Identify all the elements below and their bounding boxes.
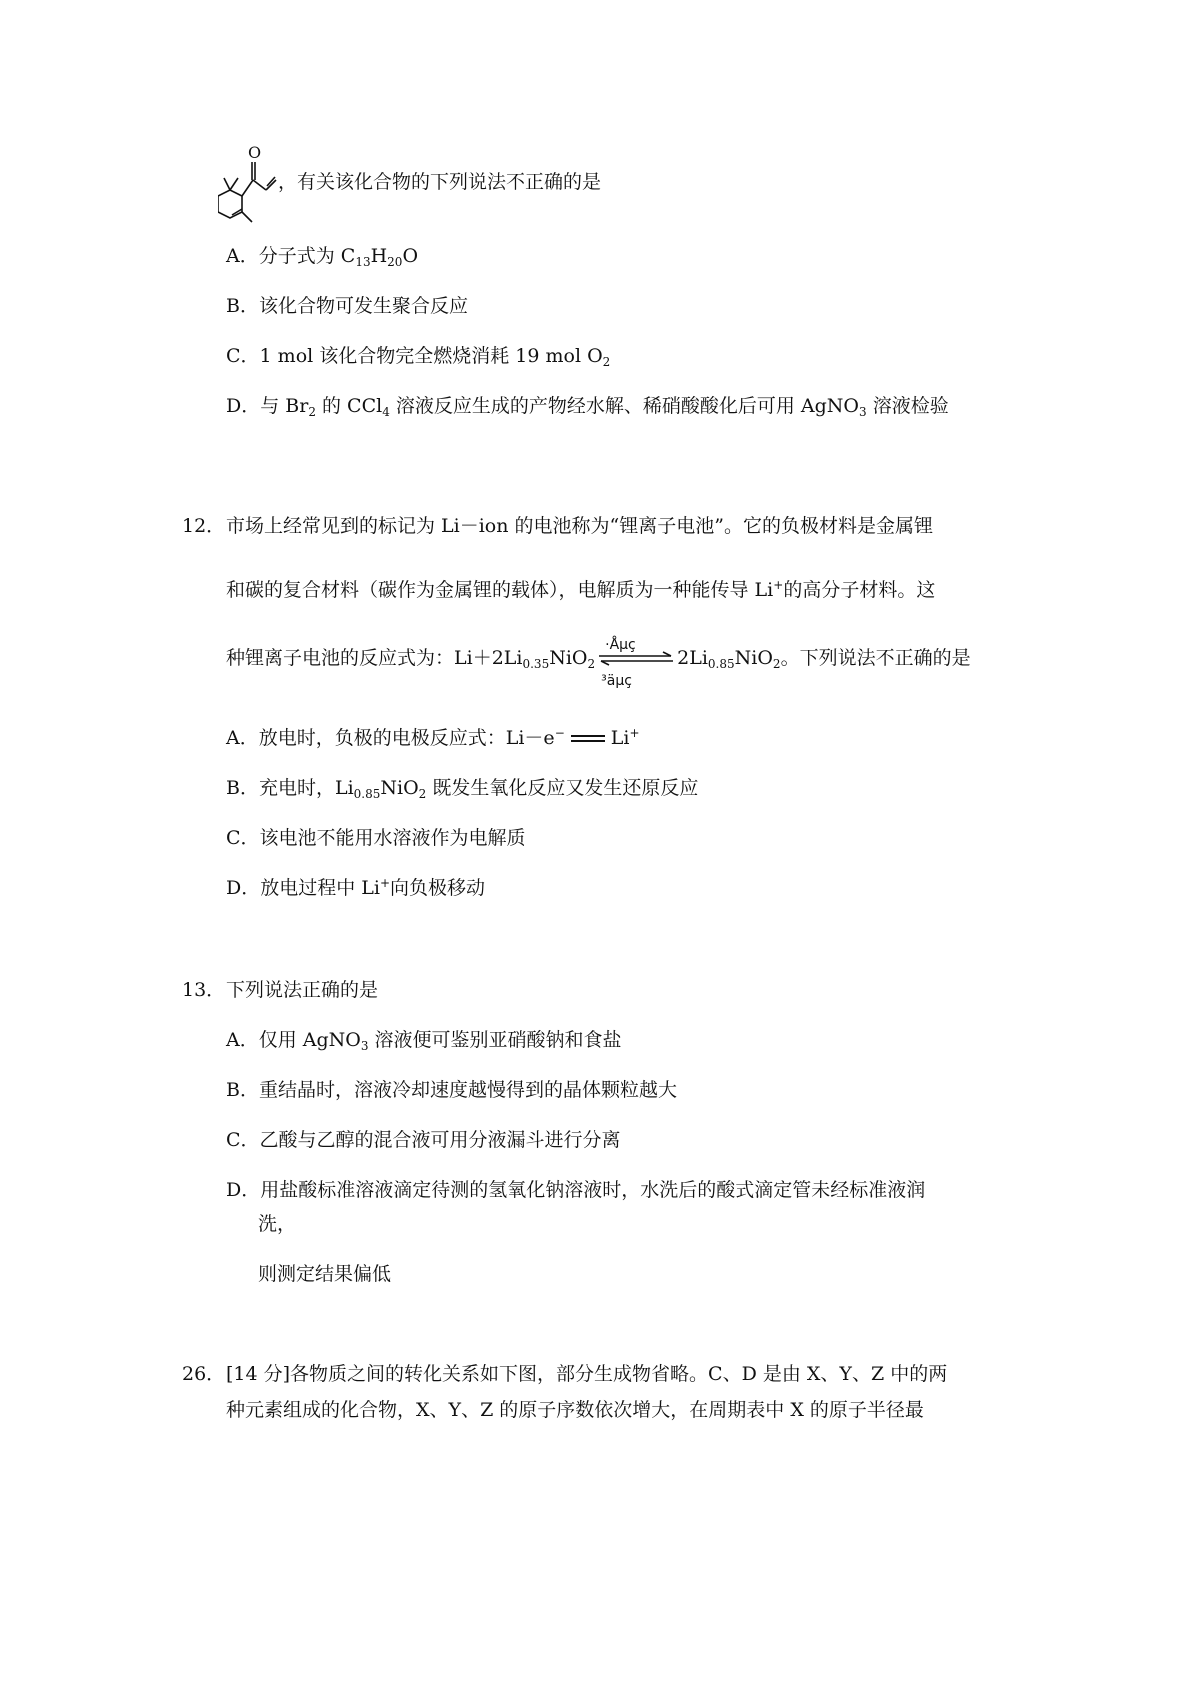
q12-number: 12． xyxy=(182,515,226,537)
q11-option-a: A．分子式为 $C_{13}H_{20}O$ xyxy=(226,245,419,269)
q12-line-2: 和碳的复合材料（碳作为金属锂的载体），电解质为一种能传导 Li+的高分子材料。这 xyxy=(226,578,936,601)
equals-sign-icon xyxy=(571,734,605,744)
q26-line-1: [14 分]各物质之间的转化关系如下图，部分生成物省略。C、D 是由 X、Y、Z 中的两 xyxy=(226,1363,948,1385)
arrow-bottom-label: ³äµç xyxy=(601,673,632,689)
methyl-bond-3 xyxy=(242,212,252,222)
q26-number: 26． xyxy=(182,1363,226,1385)
q13-option-c: C．乙酸与乙醇的混合液可用分液漏斗进行分离 xyxy=(226,1129,621,1151)
equilibrium-arrows-icon xyxy=(597,651,675,667)
methyl-bond-1 xyxy=(224,178,230,190)
q11-option-c: C．1 mol 该化合物完全燃烧消耗 19 mol $O_2$ xyxy=(226,345,611,369)
q12-option-b: B．充电时，$Li_{0.85}NiO_2$ 既发生氧化反应又发生还原反应 xyxy=(226,777,699,801)
q13-stem: 下列说法正确的是 xyxy=(226,979,379,1001)
q13-option-d-line-3: 则测定结果偏低 xyxy=(258,1263,392,1285)
q12-option-a: A．放电时，负极的电极反应式：Li－e− Li+ xyxy=(226,726,640,749)
q11-stem-tail: ，有关该化合物的下列说法不正确的是 xyxy=(278,171,602,193)
oxygen-label: O xyxy=(248,146,262,162)
q12-line-3: 种锂离子电池的反应式为：$Li+2Li_{0.35}NiO_2$ ·Åµç ³äµç $2Li_{0.85}NiO_2$。下列说法不正确的是 xyxy=(226,644,971,673)
q13-option-d-line-2: 洗， xyxy=(258,1213,297,1235)
reversible-arrow xyxy=(597,637,675,689)
q13-option-b: B．重结晶时，溶液冷却速度越慢得到的晶体颗粒越大 xyxy=(226,1079,677,1101)
q11-option-d: D．与 $Br_2$ 的 CCl$_4$ 溶液反应生成的产物经水解、稀硝酸酸化后可用 AgNO$_3$ 溶液检验 xyxy=(226,395,949,419)
q12-option-c: C．该电池不能用水溶液作为电解质 xyxy=(226,827,526,849)
ring-bonds xyxy=(218,190,242,218)
q11-option-b: B．该化合物可发生聚合反应 xyxy=(226,295,468,317)
q13-option-d: D．用盐酸标准溶液滴定待测的氢氧化钠溶液时，水洗后的酸式滴定管未经标准液润 xyxy=(226,1179,926,1201)
chain-bond-1 xyxy=(253,180,266,190)
arrow-top-label: ·Åµç xyxy=(605,637,636,653)
chemical-structure-diagram xyxy=(218,146,278,236)
methyl-bond-2 xyxy=(230,178,238,190)
ring-link-bond xyxy=(242,180,253,196)
q13-option-a: A．仅用 AgNO$_3$ 溶液便可鉴别亚硝酸钠和食盐 xyxy=(226,1029,622,1053)
q26-line-2: 种元素组成的化合物，X、Y、Z 的原子序数依次增大，在周期表中 X 的原子半径最 xyxy=(226,1399,924,1421)
q13-number: 13． xyxy=(182,979,226,1001)
q12-option-d: D．放电过程中 Li+向负极移动 xyxy=(226,876,486,899)
q12-line-1: 市场上经常见到的标记为 Li－ion 的电池称为“锂离子电池”。它的负极材料是金属锂 xyxy=(226,515,933,537)
